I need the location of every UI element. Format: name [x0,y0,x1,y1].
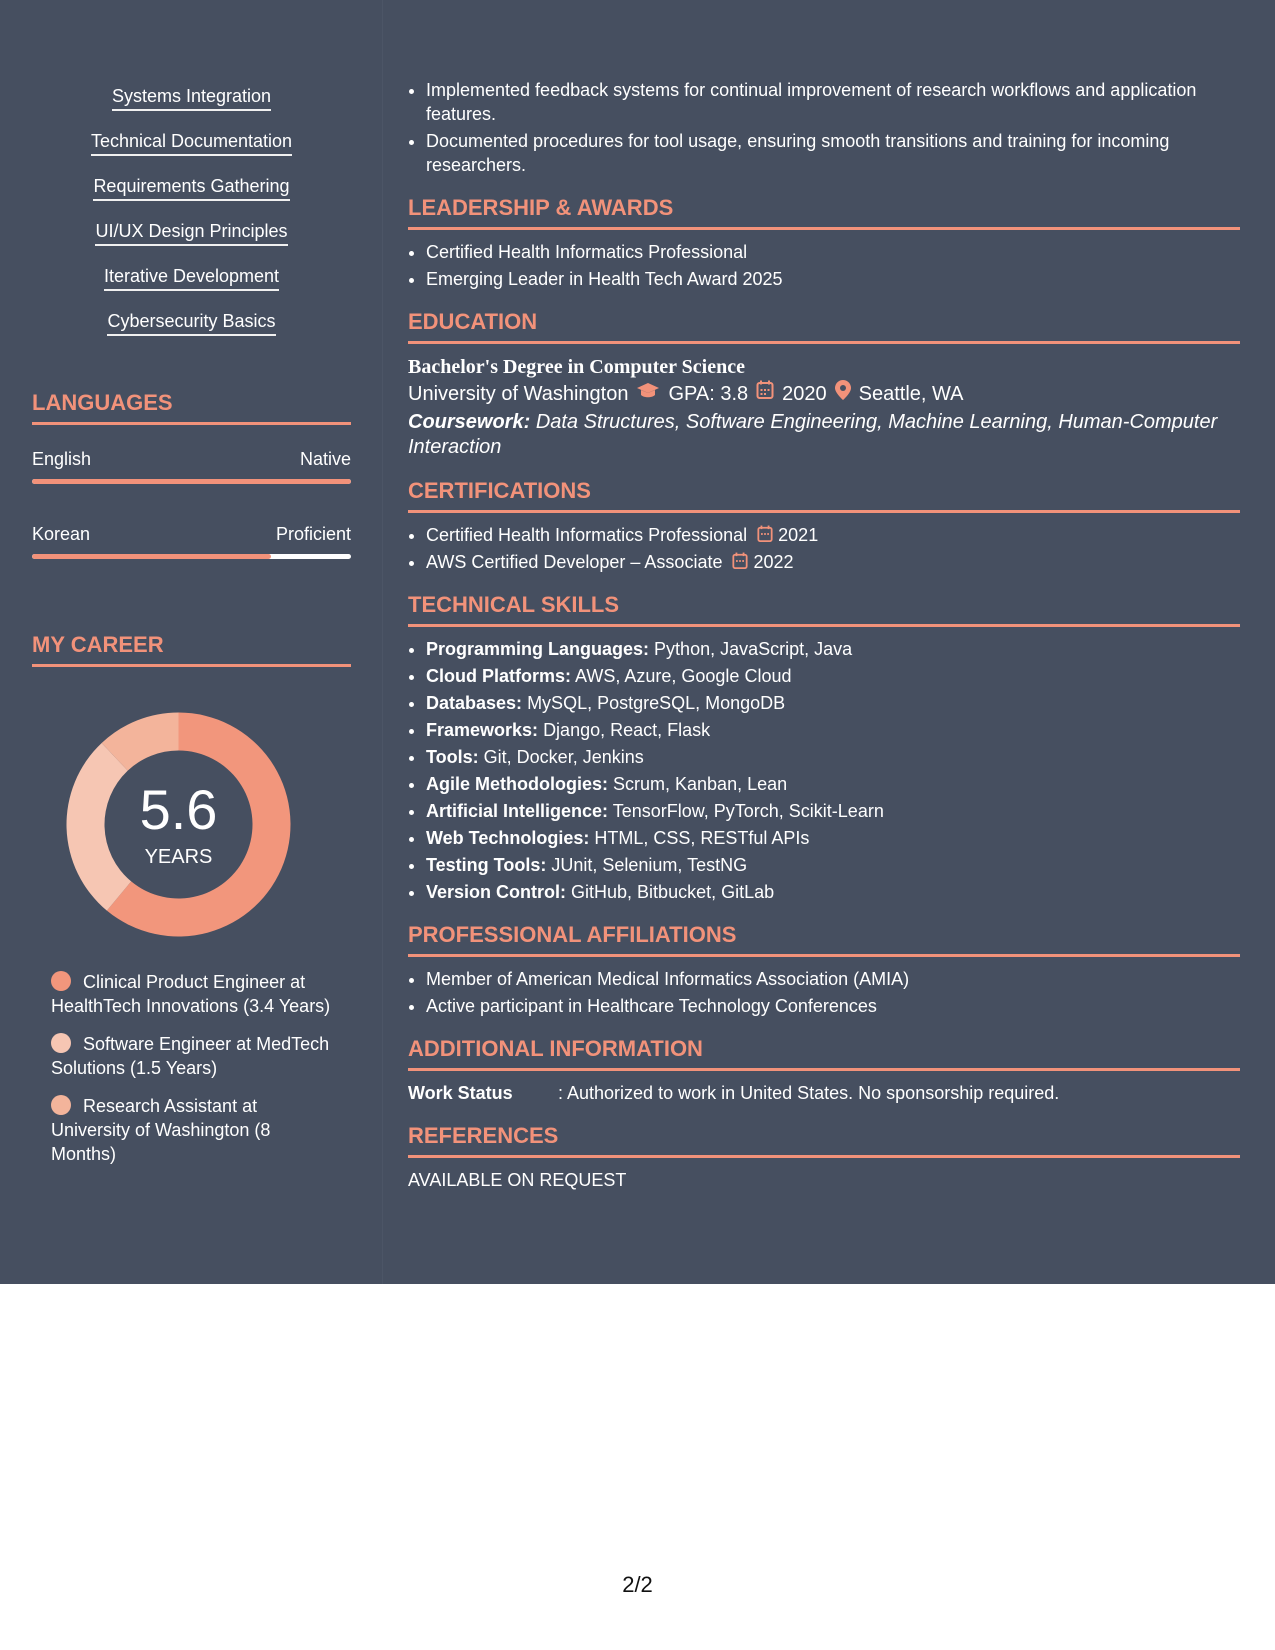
career-item-label: Research Assistant at University of Washington (8 Months) [51,1096,271,1164]
skill-tag: Iterative Development [104,264,279,291]
skill-category: Web Technologies: [426,828,590,848]
school-name: University of Washington [408,383,629,405]
language-bar [32,554,351,559]
skill-values: HTML, CSS, RESTful APIs [594,828,810,848]
section-title: CERTIFICATIONS [408,478,1240,513]
leadership-list [408,240,1240,291]
additional-info-key: Work Status [408,1083,513,1103]
list-item: • Member of American Medical Informatics Association (AMIA) [426,967,1240,991]
coursework-list: Data Structures, Software Engineering, Machine Learning, Human-Computer Interaction [408,411,1218,458]
list-item: • Documented procedures for tool usage, ensuring smooth transitions and training for incoming researchers. [426,129,1240,177]
list-item [426,880,1240,904]
technical-skills-list [408,637,1240,904]
career-section [32,632,351,1164]
career-item [51,970,331,1018]
language-row [32,447,351,471]
career-total-years: 5.6 [139,778,218,841]
skill-category: Frameworks: [426,720,539,740]
skill-values: GitHub, Bitbucket, GitLab [571,882,775,902]
page-number: 2/2 [622,1572,653,1597]
calendar-icon [756,380,774,408]
list-item [426,550,1240,574]
skill-category: Databases: [426,693,523,713]
location-pin-icon [835,380,851,408]
skill-category: Cloud Platforms: [426,666,572,686]
section-title: EDUCATION [408,309,1240,344]
skill-values: Git, Docker, Jenkins [483,747,644,767]
list-item [426,745,1240,769]
skill-values: AWS, Azure, Google Cloud [575,666,792,686]
list-item: • Active participant in Healthcare Technology Conferences [426,994,1240,1018]
career-item-label: Software Engineer at MedTech Solutions (1.5 Years) [51,1034,330,1078]
calendar-icon [732,550,748,574]
skill-category: Testing Tools: [426,855,547,875]
section-title: PROFESSIONAL AFFILIATIONS [408,922,1240,957]
skill-tag: Systems Integration [112,84,271,111]
language-level: Proficient [275,524,351,544]
references-text: AVAILABLE ON REQUEST [408,1170,627,1190]
career-total-unit: YEARS [144,846,213,868]
skill-tag: Cybersecurity Basics [107,309,275,336]
language-bar [32,479,351,484]
language-name: Korean [32,524,91,544]
gpa: GPA: 3.8 [668,383,749,405]
certification-name: AWS Certified Developer – Associate [426,552,723,572]
legend-dot [51,971,71,991]
section-title: ADDITIONAL INFORMATION [408,1036,1240,1071]
languages-section [32,390,351,559]
coursework-label: Coursework: [408,411,531,433]
career-item [51,1032,331,1080]
list-item: • Implemented feedback systems for continual improvement of research workflows and application features. [426,78,1240,126]
degree-title: Bachelor's Degree in Computer Science [408,356,745,378]
skill-values: Python, JavaScript, Java [654,639,853,659]
skill-values: MySQL, PostgreSQL, MongoDB [527,693,786,713]
skills-list [32,84,351,354]
coursework [408,410,1240,460]
list-item [426,826,1240,850]
skill-category: Tools: [426,747,479,767]
career-legend [51,970,331,1180]
skill-values: Django, React, Flask [543,720,711,740]
legend-dot [51,1033,71,1053]
calendar-icon [757,523,773,547]
list-item [426,799,1240,823]
column-divider [382,0,383,1284]
list-item [426,691,1240,715]
career-item [51,1094,331,1166]
language-bar-fill [32,479,351,484]
section-title: REFERENCES [408,1123,1240,1158]
skill-category: Artificial Intelligence: [426,801,609,821]
certifications-list [408,523,1240,574]
graduation-year: 2020 [782,383,827,405]
right-column [408,78,1240,1192]
language-name: English [32,449,92,469]
list-item [426,718,1240,742]
list-item [426,853,1240,877]
certification-year: 2022 [753,552,794,572]
skill-category: Agile Methodologies: [426,774,608,794]
list-item: • Emerging Leader in Health Tech Award 2025 [426,267,1240,291]
list-item [426,664,1240,688]
certification-name: Certified Health Informatics Professional [426,525,748,545]
additional-info-value: : Authorized to work in United States. No sponsorship required. [558,1083,1060,1103]
section-title: MY CAREER [32,632,351,667]
section-title: LANGUAGES [32,390,351,425]
certification-year: 2021 [778,525,819,545]
graduation-cap-icon [636,380,660,408]
education-meta [408,380,1240,408]
skill-tag: Requirements Gathering [93,174,289,201]
skill-values: TensorFlow, PyTorch, Scikit-Learn [612,801,884,821]
list-item [426,523,1240,547]
skill-category: Programming Languages: [426,639,650,659]
list-item [426,772,1240,796]
list-item: • Certified Health Informatics Professional [426,240,1240,264]
skill-tag: UI/UX Design Principles [95,219,287,246]
language-row [32,522,351,546]
additional-info-row [408,1081,1240,1105]
skill-tag: Technical Documentation [91,129,292,156]
language-bar-fill [32,554,271,559]
language-level: Native [299,449,351,469]
legend-dot [51,1095,71,1115]
section-title: LEADERSHIP & AWARDS [408,195,1240,230]
career-item-label: Clinical Product Engineer at HealthTech Innovations (3.4 Years) [51,972,331,1016]
affiliations-list [408,967,1240,1018]
skill-values: Scrum, Kanban, Lean [613,774,788,794]
skill-category: Version Control: [426,882,567,902]
school-location: Seattle, WA [858,383,964,405]
list-item [426,637,1240,661]
experience-bullets [408,78,1240,177]
section-title: TECHNICAL SKILLS [408,592,1240,627]
skill-values: JUnit, Selenium, TestNG [551,855,748,875]
